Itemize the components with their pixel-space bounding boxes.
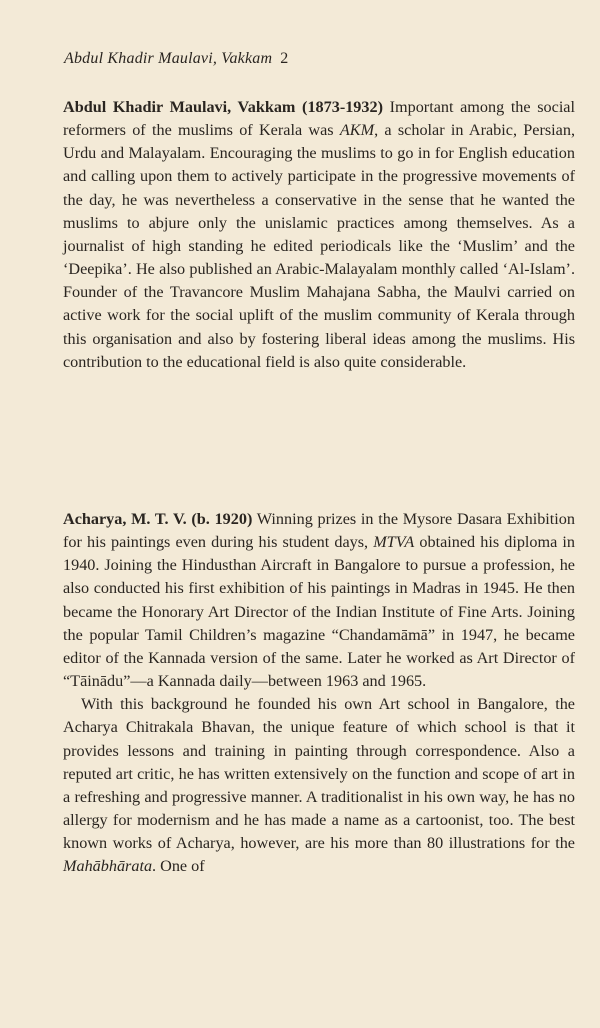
entry-acharya-mtv (63, 508, 575, 879)
entry-abdul-khadir-maulavi (63, 96, 575, 374)
entry-paragraph (63, 693, 575, 878)
page-number: 2 (280, 50, 289, 67)
entry-text: With this background he founded his own Art school in Bangalore, the Acharya Chitrakala Bhavan, the unique feature of which school is that it provides lessons and training in painting through correspondence. Also a reputed art critic, he has written extensively on the function and scope of art in a refreshing and progressive manner. A traditionalist in his own way, he has no allergy for modernism and he has made a name as a cartoonist, too. The best known works of Acharya, however, are his more than 80 illustrations for the (63, 695, 575, 853)
entry-headword: Abdul Khadir Maulavi, Vakkam (1873-1932) (63, 98, 383, 116)
entry-text: , a scholar in Arabic, Persian, Urdu and Malayalam. Encouraging the muslims to go in for English education and calling upon them to actively participate in the progressive movements of the day, he was nevertheless a conservative in the sense that he wanted the muslims to abjure only the unislamic practices among themselves. As a journalist of high standing he edited periodicals like the ‘Muslim’ and the ‘Deepika’. He also published an Arabic-Malayalam monthly called ‘Al-Islam’. Founder of the Travancore Muslim Mahajana Sabha, the Maulvi carried on active work for the social uplift of the muslim community of Kerala through this organisation and also by fostering liberal ideas among the muslims. His contribution to the educational field is also quite considerable. (63, 121, 575, 371)
entry-paragraph (63, 96, 575, 374)
running-head (64, 50, 288, 68)
entry-emphasis: Mahābhārata (63, 857, 153, 876)
entry-paragraph (63, 508, 575, 693)
entry-text: obtained his diploma in 1940. Joining the Hindusthan Aircraft in Bangalore to pursue a profession, he also conducted his first exhibition of his paintings in Madras in 1945. He then became the Honorary Art Director of the Indian Institute of Fine Arts. Joining the popular Tamil Children’s magazine “Chandamāmā” in 1947, he became editor of the Kannada version of the same. Later he worked as Art Director of “Tāinādu”—a Kannada daily—between 1963 and 1965. (63, 533, 575, 691)
entry-text: . One of (152, 857, 205, 876)
running-head-title: Abdul Khadir Maulavi, Vakkam (64, 50, 273, 67)
entry-text: Important among the social reformers of the muslims of Kerala was (63, 98, 575, 140)
entry-emphasis: MTVA (373, 533, 415, 552)
entry-emphasis: AKM (339, 121, 375, 140)
entry-text: Winning prizes in the Mysore Dasara Exhibition for his paintings even during his student days, (63, 510, 575, 552)
entry-headword: Acharya, M. T. V. (b. 1920) (63, 510, 253, 528)
